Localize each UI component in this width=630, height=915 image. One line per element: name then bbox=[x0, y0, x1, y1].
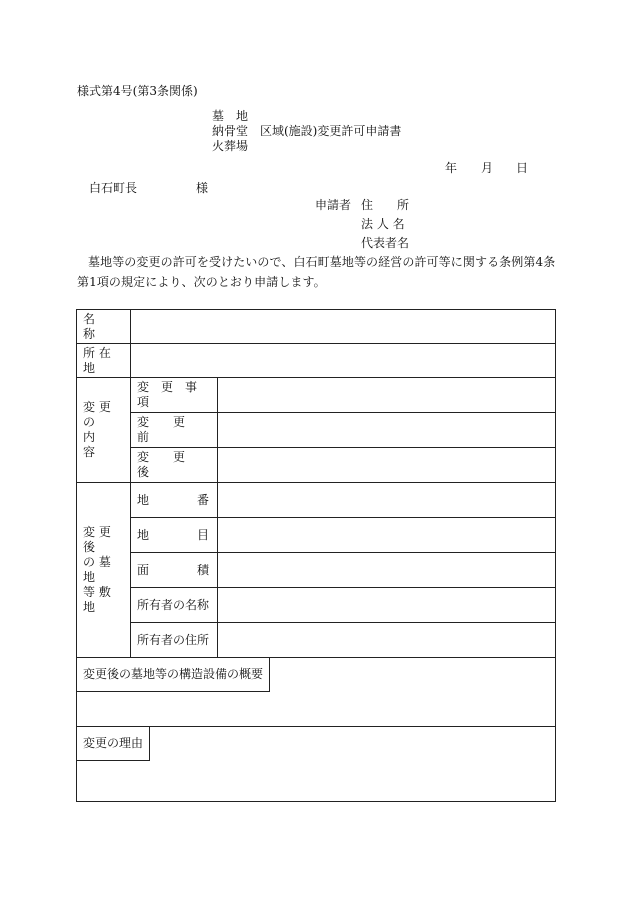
site-label bbox=[77, 483, 131, 658]
representative-label: 代表者名 bbox=[361, 236, 410, 250]
land-category-field[interactable] bbox=[218, 518, 556, 553]
area-field[interactable] bbox=[218, 553, 556, 588]
application-statement: 墓地等の変更の許可を受けたいので、白石町墓地等の経営の許可等に関する条例第4条第1項の規定により、次のとおり申請します。 bbox=[77, 255, 556, 289]
row-location bbox=[77, 344, 556, 378]
change-content-label bbox=[77, 378, 131, 483]
reason-label: 変更の理由 bbox=[77, 727, 150, 761]
title-option-crematorium: 火葬場 bbox=[212, 139, 249, 153]
after-change-label: 変 更 後 bbox=[131, 448, 218, 483]
site-label-line2: の 墓 地 bbox=[83, 555, 111, 584]
site-label-line1: 変 更 後 bbox=[83, 525, 111, 554]
row-area bbox=[77, 553, 556, 588]
owner-name-field[interactable] bbox=[218, 588, 556, 623]
change-content-line1: 変 更 の bbox=[83, 400, 111, 429]
row-land-category bbox=[77, 518, 556, 553]
row-lot-number bbox=[77, 483, 556, 518]
title-suffix: 区域(施設)変更許可申請書 bbox=[260, 124, 402, 138]
row-owner-address bbox=[77, 623, 556, 658]
location-label: 所 在 地 bbox=[77, 344, 131, 378]
title-option-ossuary: 納骨堂 bbox=[212, 124, 249, 138]
change-content-line2: 内 容 bbox=[83, 430, 120, 459]
row-reason bbox=[77, 727, 556, 802]
owner-name-label: 所有者の名称 bbox=[131, 588, 218, 623]
row-before-change bbox=[77, 413, 556, 448]
row-after-change bbox=[77, 448, 556, 483]
location-field[interactable] bbox=[131, 344, 556, 378]
row-structure bbox=[77, 658, 556, 727]
area-label: 面 積 bbox=[131, 553, 218, 588]
change-item-label: 変 更 事 項 bbox=[131, 378, 218, 413]
before-change-label: 変 更 前 bbox=[131, 413, 218, 448]
lot-number-field[interactable] bbox=[218, 483, 556, 518]
before-change-field[interactable] bbox=[218, 413, 556, 448]
addressee-honorific: 様 bbox=[196, 181, 209, 195]
owner-address-label: 所有者の住所 bbox=[131, 623, 218, 658]
name-field[interactable] bbox=[131, 310, 556, 344]
structure-label: 変更後の墓地等の構造設備の概要 bbox=[77, 658, 270, 692]
applicant-label: 申請者 bbox=[315, 198, 352, 212]
structure-field[interactable] bbox=[77, 658, 556, 727]
lot-number-label: 地 番 bbox=[131, 483, 218, 518]
date-day: 日 bbox=[516, 161, 529, 175]
site-label-line3: 等 敷 地 bbox=[83, 585, 111, 614]
date-month: 月 bbox=[481, 161, 494, 175]
row-change-item bbox=[77, 378, 556, 413]
addressee: 白石町長 bbox=[89, 181, 138, 195]
form-number: 様式第4号(第3条関係) bbox=[77, 84, 198, 98]
date-year: 年 bbox=[445, 161, 458, 175]
corporation-label: 法 人 名 bbox=[361, 217, 405, 231]
application-form-table bbox=[76, 309, 556, 802]
row-owner-name bbox=[77, 588, 556, 623]
change-item-field[interactable] bbox=[218, 378, 556, 413]
reason-field[interactable] bbox=[77, 727, 556, 802]
land-category-label: 地 目 bbox=[131, 518, 218, 553]
address-label: 住 所 bbox=[361, 198, 410, 212]
owner-address-field[interactable] bbox=[218, 623, 556, 658]
title-option-cemetery: 墓 地 bbox=[212, 109, 249, 123]
name-label: 名 称 bbox=[77, 310, 131, 344]
row-name bbox=[77, 310, 556, 344]
after-change-field[interactable] bbox=[218, 448, 556, 483]
